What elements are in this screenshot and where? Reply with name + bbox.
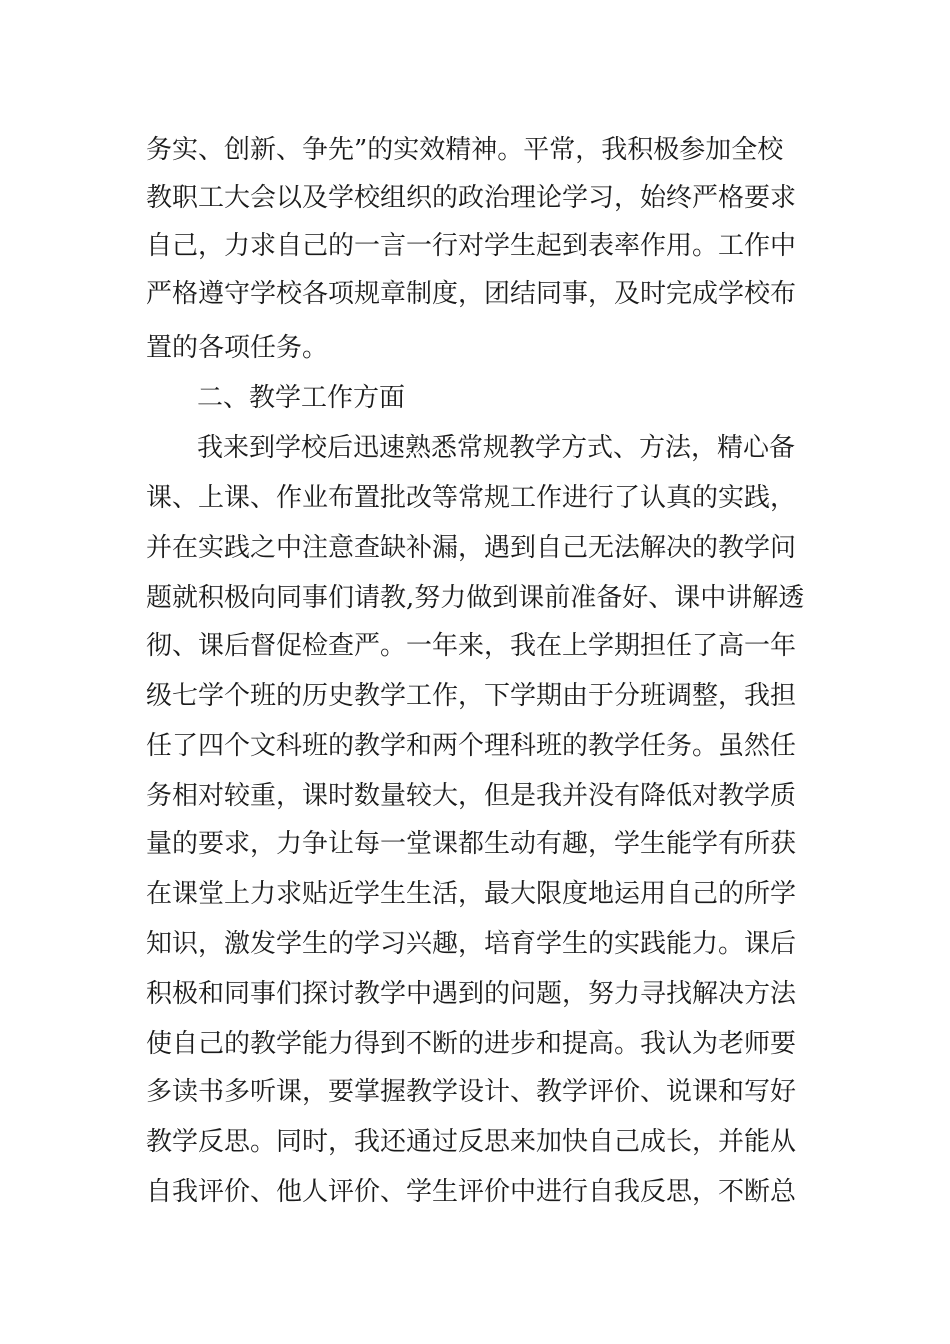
text-line-10: 题就积极向同事们请教,努力做到课前准备好、课中讲解透 — [146, 583, 805, 613]
text-line-20: 多读书多听课，要掌握教学设计、教学评价、说课和写好 — [146, 1077, 797, 1107]
text-line-3: 自己，力求自己的一言一行对学生起到表率作用。工作中 — [146, 231, 797, 261]
text-line-19: 使自己的教学能力得到不断的进步和提高。我认为老师要 — [146, 1029, 797, 1059]
text-line-15: 量的要求，力争让每一堂课都生动有趣，学生能学有所获 — [146, 829, 797, 859]
text-line-22: 自我评价、他人评价、学生评价中进行自我反思，不断总 — [146, 1177, 797, 1207]
text-line-11: 彻、课后督促检查严。一年来，我在上学期担任了高一年 — [146, 631, 797, 661]
text-line-12: 级七学个班的历史教学工作，下学期由于分班调整，我担 — [146, 681, 797, 711]
text-line-18: 积极和同事们探讨教学中遇到的问题，努力寻找解决方法 — [146, 979, 797, 1009]
text-line-13: 任了四个文科班的教学和两个理科班的教学任务。虽然任 — [146, 731, 797, 761]
text-line-17: 知识，激发学生的学习兴趣，培育学生的实践能力。课后 — [146, 929, 797, 959]
text-line-2: 教职工大会以及学校组织的政治理论学习，始终严格要求 — [146, 183, 797, 213]
text-line-14: 务相对较重，课时数量较大，但是我并没有降低对教学质 — [146, 781, 797, 811]
text-line-5: 置的各项任务。 — [146, 333, 329, 363]
text-line-21: 教学反思。同时，我还通过反思来加快自己成长，并能从 — [146, 1127, 797, 1157]
text-line-7: 我来到学校后迅速熟悉常规教学方式、方法，精心备 — [197, 433, 796, 463]
text-line-8: 课、上课、作业布置批改等常规工作进行了认真的实践， — [146, 483, 797, 513]
text-line-16: 在课堂上力求贴近学生生活，最大限度地运用自己的所学 — [146, 879, 797, 909]
section-heading: 二、教学工作方面 — [197, 383, 406, 413]
text-line-4: 严格遵守学校各项规章制度，团结同事，及时完成学校布 — [146, 279, 797, 309]
text-line-1: 务实、创新、争先”的实效精神。平常，我积极参加全校 — [146, 135, 784, 165]
text-line-9: 并在实践之中注意查缺补漏，遇到自己无法解决的教学问 — [146, 533, 797, 563]
